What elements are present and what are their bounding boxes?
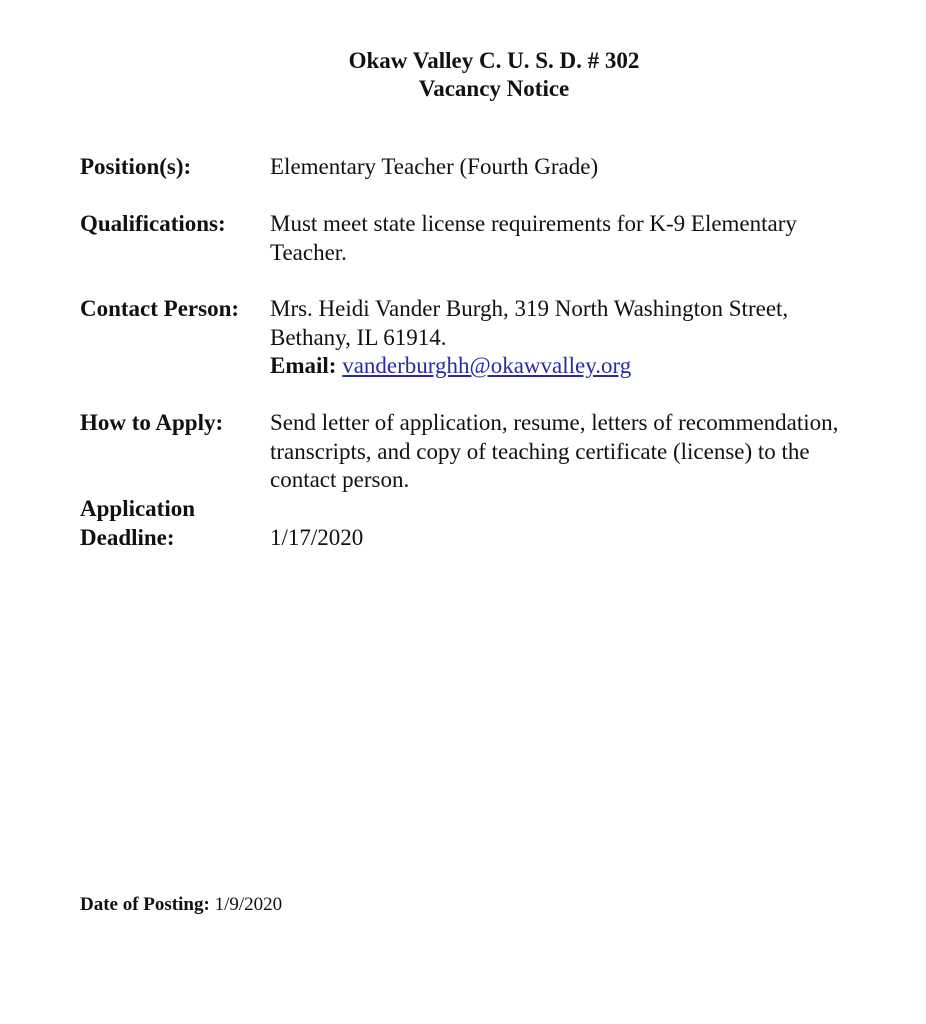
posting-date bbox=[80, 893, 282, 917]
deadline-label-line: Application bbox=[80, 496, 196, 521]
apply-line: Send letter of application, resume, letters of recommendation, bbox=[270, 410, 839, 435]
deadline-label-line: Deadline: bbox=[80, 524, 175, 550]
apply-label: How to Apply: bbox=[80, 410, 224, 435]
qualifications-line: Must meet state license requirements for K-9 Elementary bbox=[270, 211, 797, 236]
contact-email-line bbox=[270, 352, 910, 381]
posting-label: Date of Posting: bbox=[80, 894, 210, 915]
email-link[interactable]: vanderburghh@okawvalley.org bbox=[342, 353, 632, 378]
email-label: Email: bbox=[270, 353, 337, 378]
qualifications-label: Qualifications: bbox=[80, 211, 226, 236]
apply-value bbox=[270, 409, 910, 495]
posting-value: 1/9/2020 bbox=[214, 894, 283, 915]
deadline-date: 1/17/2020 bbox=[270, 524, 364, 550]
contact-label: Contact Person: bbox=[80, 296, 240, 321]
position-value bbox=[270, 153, 910, 182]
contact-address-line: Bethany, IL 61914. bbox=[270, 324, 447, 350]
contact-address-line: Mrs. Heidi Vander Burgh, 319 North Washington Street, bbox=[270, 296, 789, 321]
notice-title: Vacancy Notice bbox=[418, 76, 570, 101]
qualifications-value bbox=[270, 210, 910, 267]
contact-value bbox=[270, 295, 910, 381]
deadline-label bbox=[80, 495, 270, 552]
apply-line: transcripts, and copy of teaching certificate (license) to the bbox=[270, 438, 810, 464]
position-text: Elementary Teacher (Fourth Grade) bbox=[270, 154, 599, 179]
notice-header bbox=[0, 47, 926, 103]
deadline-value bbox=[270, 524, 910, 553]
district-name: Okaw Valley C. U. S. D. # 302 bbox=[348, 48, 640, 73]
qualifications-line: Teacher. bbox=[270, 239, 347, 265]
apply-line: contact person. bbox=[270, 467, 410, 492]
position-label: Position(s): bbox=[80, 154, 192, 179]
